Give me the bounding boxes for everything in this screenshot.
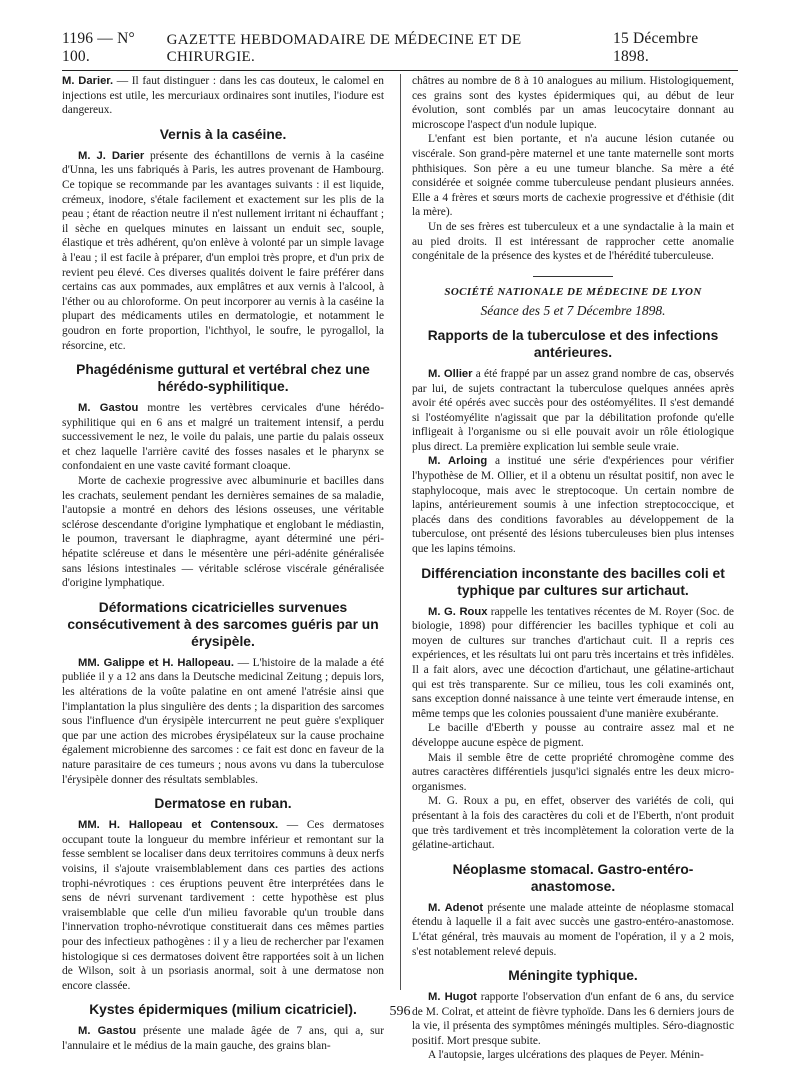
paragraph xyxy=(412,901,734,959)
paragraph: Morte de cachexie progressive avec albuminurie et bacilles dans les crachats, seulement pendant les dernières semaines de sa maladie, l'autopsie a montré en dehors des lésions osseuses, une véritable sclérose descendante d'origine lymphatique et englobant le médiastin, le poumon, traversant le diaphragme, ayant déterminé une péri-hépatite scléreuse et dans le mésentère une péri-adénite généralisée sans lésions intestinales — véritable sclérose viscérale généralisée d'origine lymphatique. xyxy=(62,475,384,590)
column-divider xyxy=(400,74,401,990)
section-heading: Kystes épidermiques (milium cicatriciel). xyxy=(89,1002,357,1018)
section-heading: Phagédénisme guttural et vertébral chez une hérédo-syphilitique. xyxy=(76,362,370,395)
paragraph: Mais il semble être de cette propriété chromogène comme des autres caractères différentiels jusqu'ici signalés entre les deux micro-organismes. xyxy=(412,751,734,793)
paragraph: A l'autopsie, larges ulcérations des plaques de Peyer. Ménin- xyxy=(428,1049,704,1062)
paragraph xyxy=(412,454,734,556)
speaker: M. Darier. xyxy=(62,75,114,87)
left-column xyxy=(62,74,384,1053)
paragraph: Un de ses frères est tuberculeux et a une syndactalie à la main et au pied droits. Il est intéressant de rapprocher cette anomalie congénitale de la présence des kystes et de l'hérédité tuberculeuse. xyxy=(412,220,734,263)
section-heading: Différenciation inconstante des bacilles coli et typhique par cultures sur artichaut. xyxy=(421,565,725,598)
paragraph-text: — Ces dermatoses occupant toute la longueur du membre inférieur et remontant sur la fesse semblent se localiser dans deux territoires communs à deux nerfs voisins, il s'ajoute vraisemblablement dans ces parties des actions trophi-névrotiques : ces éruptions peuvent être interprétées dans le sens de névri survenant tardivement : cette hypothèse est plus vraisemblable que celle d'un milieu favorable qu'un trouble dans l'innervation tropho-névrotique constituerait dans ces mêmes parties pour des infectieux pathogènes : il y a lieu de rechercher par l'examen histologique si ces dermatoses doivent être rapportées soit à un lichen de Wilson, soit à un psoriasis anormal, soit à une dermatose non encore classée. xyxy=(62,819,385,992)
paragraph-text: a été frappé par un assez grand nombre de cas, observés par lui, de sujets contractant la tuberculose quelques années après avoir été opérés avec succès pour des ostéomyélites. Il s'est demandé si l'ostéomyélite n'agissait que par la débilitation profonde qu'elle infligeait à l'organisme ou si elle pouvait avoir un rôle étiologique plus direct. La première explication lui semble seule vraie. xyxy=(412,367,734,453)
speaker: M. Arloing xyxy=(428,455,488,468)
paragraph xyxy=(62,656,384,787)
paragraph-text: a institué une série d'expériences pour vérifier l'hypothèse de M. Ollier, et il a obtenu un résultat positif, non avec le staphylocoque, mais avec le streptocoque. Un certain nombre de lapins, antérieurement soumis à une infection streptococcique, et placés dans des conditions favorables au développement de la tuberculose, ont présenté des lésions tuberculeuses bien plus intenses que les lapins témoins. xyxy=(412,455,735,556)
speaker: M. Ollier xyxy=(428,367,473,380)
paragraph: M. G. Roux a pu, en effet, observer des variétés de coli, qui présentant à la fois des caractères du coli et de l'Eberth, n'ont produit que très tardivement et très incomplètement la coloration verte de la gélatine-artichaut. xyxy=(412,795,734,852)
paragraph: L'enfant est bien portante, et n'a aucune lésion cutanée ou viscérale. Son grand-père maternel et une tante maternelle sont morts phthisiques. Son père a eu une tumeur blanche. Sa mère a été considérée et soignée comme tuberculeuse pendant plusieurs années. Elle a 4 frères et sœurs morts de cachexie progressive et d'éthisie (dit la mère). xyxy=(412,133,734,219)
speaker: M. Gastou xyxy=(78,1025,137,1038)
paragraph-text: présente une malade atteinte de néoplasme stomacal étendu à laquelle il a fait avec succès une gastro-entéro-anastomose. L'état général, très mauvais au moment de l'opération, il y a 2 mois, s'est notablement relevé depuis. xyxy=(412,901,734,958)
session-date: Séance des 5 et 7 Décembre 1898. xyxy=(480,303,666,319)
paragraph-text: montre les vertèbres cervicales d'une hérédo-syphilitique qui en 6 ans et malgré un traitement intensif, a perdu successivement le nez, le voile du palais, une partie du palais osseux et chez laquelle l'arrière cavité des fosses nasales et le pharynx se confondaient en une vaste cavité formant cloaque. xyxy=(62,402,384,473)
speaker: M. Hugot xyxy=(428,991,477,1004)
page-number: 1196 — N° 100. xyxy=(62,30,135,65)
paragraph xyxy=(62,1024,384,1053)
paragraph xyxy=(62,401,384,474)
paragraph-text: rapporte l'observation d'un enfant de 6 ans, du service de M. Colrat, et atteint de fièvre typhoïde. Dans les 6 derniers jours de la vie, il présenta des symptômes méningés multiples. Séro-diagnostic positif. Mort presque subite. xyxy=(412,991,734,1047)
issue-date: 15 Décembre 1898. xyxy=(613,30,699,65)
society-name: SOCIÉTÉ NATIONALE DE MÉDECINE DE LYON xyxy=(444,285,702,298)
paragraph xyxy=(62,149,384,353)
paragraph: Le bacille d'Eberth y pousse au contraire assez mal et ne développe aucune espèce de pigment. xyxy=(412,722,734,749)
speaker: MM. H. Hallopeau et Contensoux. xyxy=(78,819,279,832)
paragraph-text: présente une malade âgée de 7 ans, qui a, sur l'annulaire et le médius de la main gauche, des grains blan- xyxy=(62,1025,385,1052)
speaker: M. J. Darier xyxy=(78,149,145,162)
paragraph xyxy=(412,605,734,722)
speaker: M. G. Roux xyxy=(428,605,488,618)
section-heading: Méningite typhique. xyxy=(508,968,638,984)
speaker: MM. Galippe et H. Hallopeau. xyxy=(78,656,234,669)
journal-title: GAZETTE HEBDOMADAIRE DE MÉDECINE ET DE CHIRURGIE. xyxy=(166,32,522,65)
section-heading: Néoplasme stomacal. Gastro-entéro-anastomose. xyxy=(452,861,694,894)
paragraph xyxy=(62,818,384,993)
paragraph: châtres au nombre de 8 à 10 analogues au milium. Histologiquement, ces grains sont des kystes épidermiques qui, au début de leur évolution, sont comblés par un amas leucocytaire donnant au microscope l'aspect d'un nodule lupique. xyxy=(412,75,734,131)
paragraph xyxy=(62,74,384,118)
paragraph-text: — L'histoire de la malade a été publiée il y a 12 ans dans la Deutsche medicinal Zeitung ; depuis lors, les altérations de la voûte palatine en ont amené l'atrésie ainsi que l'implantation la plus singulière des dents ; la disparition des sarcomes sous l'influence d'un érysipèle intercurrent ne peut guère s'expliquer que par une action des microbes érysipélateux sur la cause prochaine également microbienne des sarcomes : ce fait est donc en faveur de la nature parasitaire de ces tumeurs ; nous avons vu dans la tuberculose l'érysipèle donner des résultats semblables. xyxy=(62,656,384,786)
section-heading: Rapports de la tuberculose et des infections antérieures. xyxy=(427,327,719,360)
paragraph-text: rappelle les tentatives récentes de M. Royer (Soc. de biologie, 1898) pour différencier les bacilles typhique et coli au moyen de cultures sur tranches d'artichaut cuit. Il a repris ces expériences, et les résultats lui ont paru très incertains et très infidèles. Il a fait alors, avec une décoction d'artichaut, une gélatine-artichaut qui est très transparente. Sur ce milieu, tous les coli examinés ont, sans exception donné naissance à une teinte vert émeraude intense, en même temps que les colonies poussaient d'une manière exubérante. xyxy=(412,605,734,720)
paragraph xyxy=(412,367,734,455)
paragraph-text: — Il faut distinguer : dans les cas douteux, le calomel en injections est utile, les mercuriaux ordinaires sont inutiles, l'iodure est dangereux. xyxy=(62,75,384,117)
speaker: M. Gastou xyxy=(78,402,139,415)
right-column xyxy=(412,74,734,1063)
section-heading: Déformations cicatricielles survenues consécutivement à des sarcomes guéris par un érysipèle. xyxy=(67,599,379,649)
section-heading: Dermatose en ruban. xyxy=(154,796,292,812)
section-heading: Vernis à la caséine. xyxy=(159,126,287,142)
section-rule xyxy=(533,276,613,277)
running-header xyxy=(62,30,738,71)
paragraph-text: présente des échantillons de vernis à la caséine d'Unna, les uns fabriqués à Paris, les autres provenant de Hambourg. Ce topique se recommande par les avantages suivants : il est liquide, crémeux, inodore, s'étale facilement et exactement sur les plis de la peau ; étant de réaction neutre il n'est nullement irritant ni échauffant ; il sèche en quelques minutes en laissant un enduit sec, souple, élastique et très adhérent, qu'on enlève à volonté par un simple lavage à l'eau ; il est facile à préparer, d'un emploi très propre, et d'un prix de revient peu élevé. Ces diverses qualités doivent le faire préférer dans certains cas aux pommades, aux emplâtres et aux vernis à l'alcool, à l'éther ou au chloroforme. On peut incorporer au vernis à la caséine la plupart des médicaments utiles en dermatologie, et notamment le goudron en forte proportion, l'ichthyol, le soufre, le pyrogallol, la résorcine, etc. xyxy=(62,149,384,352)
speaker: M. Adenot xyxy=(428,901,484,914)
folio-number: 596 xyxy=(389,1004,411,1019)
